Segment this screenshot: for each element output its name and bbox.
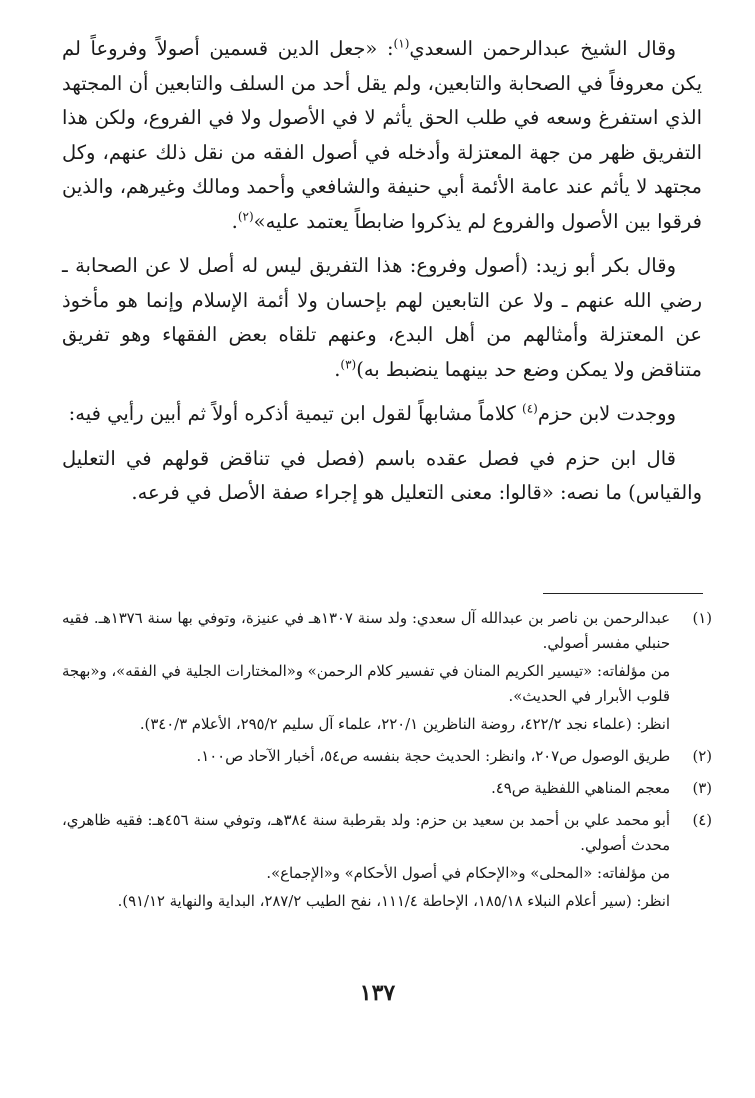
paragraph-abu-zaid: وقال بكر أبو زيد: (أصول وفروع: هذا التفريق ليس له أصل لا عن الصحابة ـ رضي الله عنهم ـ ولا عن التابعين لهم بإحسان ولا أئمة الإسلام وإنما هو مأخوذ عن المعتزلة وأمثالهم من أهل البدع، وعنهم تلقاه بعض الفقهاء وهو تفريق متناقض ولا يمكن وضع حد بينهما ينضبط به)$^{(٣)}$. bbox=[62, 254, 702, 381]
footnote-body bbox=[62, 606, 670, 740]
footnote-3 bbox=[62, 776, 712, 804]
footnote-ref-4[interactable]: (٤) bbox=[522, 401, 538, 416]
footnote-line: من مؤلفاته: «المحلى» و«الإحكام في أصول الأحكام» و«الإجماع». bbox=[266, 865, 670, 882]
footnote-line: عبدالرحمن بن ناصر بن عبدالله آل سعدي: ولد سنة ١٣٠٧هـ في عنيزة، وتوفي بها سنة ١٣٧٦هـ. فقيه حنبلي مفسر أصولي. bbox=[62, 610, 670, 652]
footnote-line: انظر: (سير أعلام النبلاء ١٨٥/١٨، الإحاطة ١١١/٤، نفح الطيب ٢٨٧/٢، البداية والنهاية ٩١/١٢). bbox=[117, 893, 670, 910]
footnote-number: (٢) bbox=[692, 748, 712, 765]
footnote-body bbox=[62, 776, 670, 804]
paragraph-ibn-hazm-intro: ووجدت لابن حزم$^{(٤)}$ كلاماً مشابهاً لقول ابن تيمية أذكره أولاً ثم أبين رأيي فيه: bbox=[68, 401, 676, 425]
paragraph-saadi: وقال الشيخ عبدالرحمن السعدي$^{(١)}$: «جعل الدين قسمين أصولاً وفروعاً لم يكن معروفاً في الصحابة والتابعين، ولم يقل أحد من السلف والتابعين أن المجتهد الذي استفرغ وسعه في طلب الحق يأثم لا في الأصول ولا في الفروع، ولكن هذا التفريق ظهر من جهة المعتزلة وأدخله في أصول الفقه من نقل ذلك عنهم، وكل مجتهد لا يأثم عند عامة الأئمة أبي حنيفة والشافعي وأحمد ومالك وغيرهم، والذين فرقوا بين الأصول والفروع لم يذكروا ضابطاً يعتمد عليه»$^{(٢)}$. bbox=[62, 36, 702, 233]
footnote-number: (١) bbox=[692, 610, 712, 627]
footnote-1 bbox=[62, 606, 712, 740]
footnotes bbox=[62, 606, 712, 921]
footnote-body bbox=[62, 808, 670, 917]
footnote-separator bbox=[543, 593, 703, 594]
footnote-line: طريق الوصول ص٢٠٧، وانظر: الحديث حجة بنفسه ص٥٤، أخبار الآحاد ص١٠٠. bbox=[196, 748, 670, 765]
footnote-ref-1[interactable]: (١) bbox=[393, 36, 410, 51]
page-number: ١٣٧ bbox=[359, 980, 396, 1006]
footnote-2 bbox=[62, 744, 712, 772]
footnote-number: (٤) bbox=[692, 812, 712, 829]
footnote-line: انظر: (علماء نجد ٤٢٢/٢، روضة الناظرين ٢٢٠/١، علماء آل سليم ٢٩٥/٢، الأعلام ٣٤٠/٣). bbox=[139, 716, 670, 733]
footnote-4 bbox=[62, 808, 712, 917]
footnote-ref-2[interactable]: (٢) bbox=[237, 209, 254, 223]
footnote-number: (٣) bbox=[692, 780, 712, 797]
paragraph-ibn-hazm-quote: قال ابن حزم في فصل عقده باسم (فصل في تناقض قولهم في التعليل والقياس) ما نصه: «قالوا: معنى التعليل هو إجراء صفة الأصل في فرعه. bbox=[62, 446, 702, 504]
footnote-line: معجم المناهي اللفظية ص٤٩. bbox=[491, 780, 670, 797]
footnote-body bbox=[62, 744, 670, 772]
main-text bbox=[62, 32, 702, 511]
footnote-line: من مؤلفاته: «تيسير الكريم المنان في تفسير كلام الرحمن» و«المختارات الجلية في الفقه»، و«بهجة قلوب الأبرار في الحديث». bbox=[62, 663, 670, 705]
footnote-ref-3[interactable]: (٣) bbox=[340, 357, 357, 371]
footnote-line: أبو محمد علي بن أحمد بن سعيد بن حزم: ولد بقرطبة سنة ٣٨٤هـ، وتوفي سنة ٤٥٦هـ: فقيه ظاهري، محدث أصولي. bbox=[62, 812, 670, 854]
